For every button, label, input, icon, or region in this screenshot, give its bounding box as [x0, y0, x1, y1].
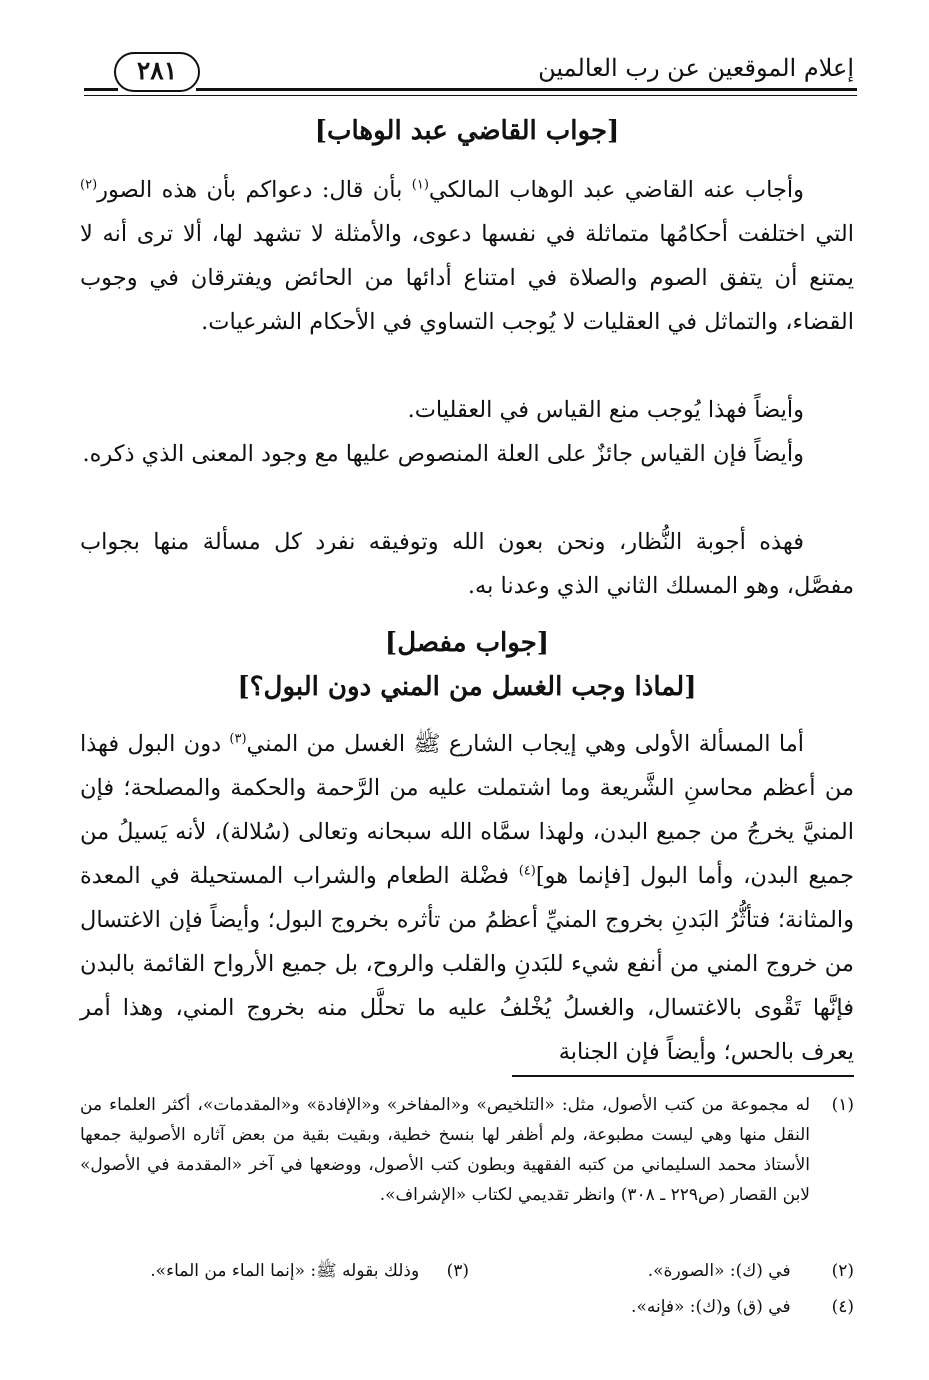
footnote-text: له مجموعة من كتب الأصول، مثل: «التلخيص» و«المفاخر» و«الإفادة» و«المقدمات»، أكثر العلماء من النقل منها وهي ليست مطبوعة، ولم أظفر لها بنسخ خطية، وبقيت بقية من بعض آثاره الأصولية جمعها الأستاذ محمد السليماني من كتبه الفقهية وبطون كتب الأصول، ووضعها في آخر «المقدمة في الأصول» لابن القصار (ص٢٢٩ ـ ٣٠٨) وانظر تقديمي لكتاب «الإشراف». [80, 1095, 810, 1205]
footnote-text: في (ك): «الصورة». [647, 1261, 791, 1281]
footnote-ref-1[interactable]: (١) [411, 177, 429, 193]
footnote-number: (٣) [446, 1261, 469, 1281]
footnote-number: (٤) [831, 1297, 854, 1317]
paragraph-also-2: وأيضاً فإن القياس جائزٌ على العلة المنصوص عليها مع وجود المعنى الذي ذكره. [82, 441, 804, 467]
paragraph-also-1: وأيضاً فهذا يُوجب منع القياس في العقليات. [407, 397, 804, 423]
paragraph-text: أما المسألة الأولى وهي إيجاب الشارع ﷺ الغسل من المني [246, 731, 804, 757]
running-title: إعلام الموقعين عن رب العالمين [538, 54, 854, 82]
footnote-4 [80, 1292, 854, 1322]
section-heading-question: [لماذا وجب الغسل من المني دون البول؟] [237, 672, 697, 702]
footnote-1 [80, 1090, 854, 1250]
section-heading-mufassal: [جواب مفصل] [384, 628, 550, 658]
paragraph-nuzzar: فهذه أجوبة النُّظار، ونحن بعون الله وتوفيقه نفرد كل مسألة منها بجواب مفصَّل، وهو المسلك الثاني الذي وعدنا به. [80, 529, 854, 599]
paragraph-text: فضْلة الطعام والشراب المستحيلة في المعدة والمثانة؛ فتأثُّرُ البَدنِ بخروج المنيِّ أعظمُ من تأثره بخروج البول؛ وأيضاً فإن الاغتسال من خروج المني من أنفع شيء للبَدنِ والقلب والروح، بل جميع الأرواح القائمة بالبدن فإنَّها تَقْوى بالاغتسال، والغسلُ يُخْلفُ عليه ما تحلَّل منه بخروج المني، وهذا أمر يعرف بالحس؛ وأيضاً فإن الجنابة [80, 863, 854, 1065]
footnote-text: وذلك بقوله ﷺ: «إنما الماء من الماء». [150, 1261, 420, 1281]
footnote-separator [512, 1075, 854, 1077]
paragraph-text: وأجاب عنه القاضي عبد الوهاب المالكي [428, 177, 804, 203]
footnote-number: (١) [831, 1095, 854, 1115]
paragraph-text: بأن قال: دعواكم بأن هذه الصور [97, 177, 412, 203]
footnote-number: (٢) [831, 1261, 854, 1281]
paragraph-text: التي اختلفت أحكامُها متماثلة في نفسها دعوى، والأمثلة لا تشهد لها، ألا ترى أنه لا يمتنع أن يتفق الصوم والصلاة في امتناع أدائها من الحائض ويفترقان في وجوب القضاء، والتماثل في العقليات لا يُوجب التساوي في الأحكام الشرعيات. [80, 221, 854, 335]
paragraph-first-issue [80, 722, 854, 1074]
footnote-ref-2[interactable]: (٢) [80, 177, 98, 193]
header-rule-thin [84, 95, 857, 96]
section-heading-qadi: [جواب القاضي عبد الوهاب] [314, 116, 620, 146]
page-number: ٢٨١ [118, 52, 196, 92]
footnote-2 [648, 1256, 854, 1286]
footnote-text: في (ق) و(ك): «فإنه». [631, 1297, 791, 1317]
footnote-ref-3[interactable]: (٣) [229, 731, 247, 747]
paragraph-qadi-answer [80, 168, 854, 344]
footnote-ref-4[interactable]: (٤) [518, 863, 536, 879]
paragraph-text: دون البول فهذا من أعظم محاسنِ الشَّريعة وما اشتملت عليه من الرَّحمة والحكمة والمصلحة؛ فإن المنيَّ يخرجُ من جميع البدن، ولهذا سمَّاه الله سبحانه وتعالى (سُلالة)، لأنه يَسيلُ من جميع البدن، وأما البول [فإنما هو] [80, 731, 855, 889]
footnote-3 [150, 1256, 469, 1286]
header-rule [84, 88, 857, 91]
